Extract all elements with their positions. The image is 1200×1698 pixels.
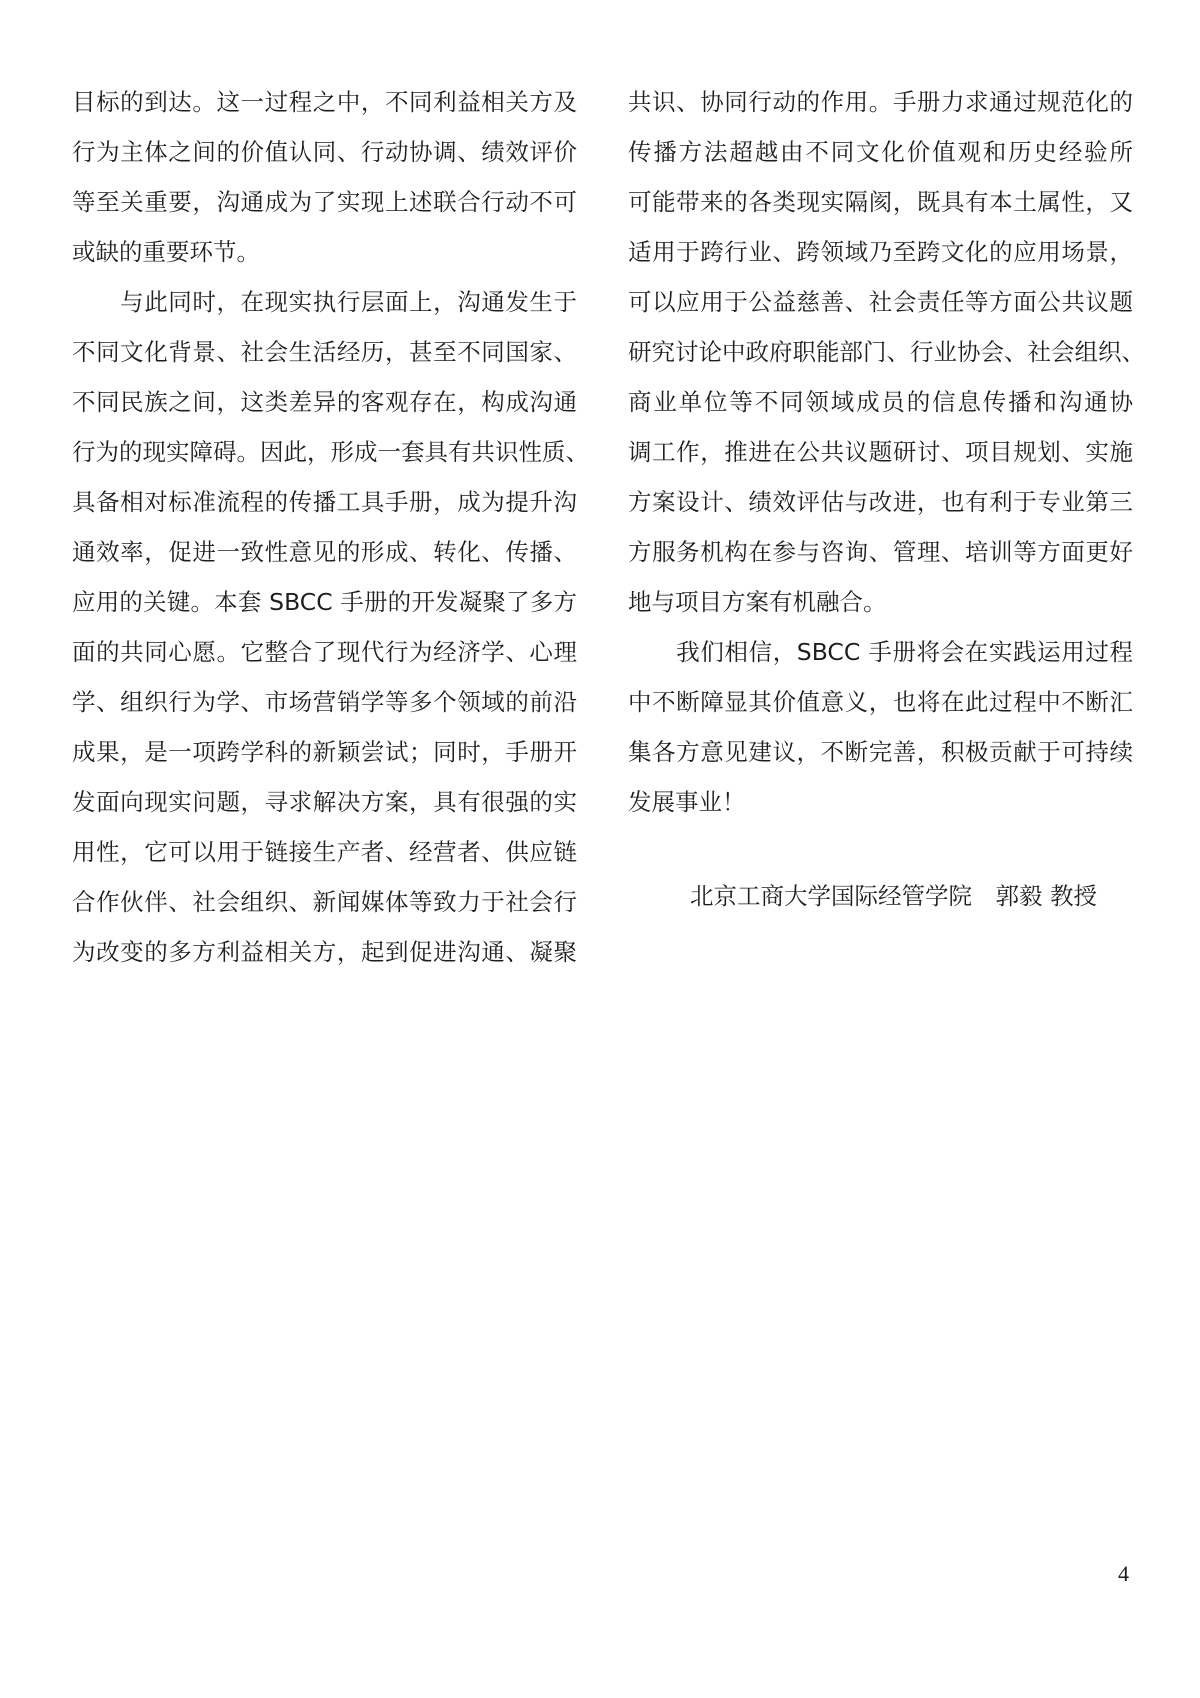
text-line: 传播方法超越由不同文化价值观和历史经验所 bbox=[628, 138, 1133, 166]
text-line: 调工作，推进在公共议题研讨、项目规划、实施 bbox=[628, 438, 1133, 466]
text-line: 面的共同心愿。它整合了现代行为经济学、心理 bbox=[72, 638, 577, 666]
text-line: 可以应用于公益慈善、社会责任等方面公共议题 bbox=[628, 288, 1133, 316]
text-line: 适用于跨行业、跨领域乃至跨文化的应用场景， bbox=[628, 238, 1133, 266]
text-line: 共识、协同行动的作用。手册力求通过规范化的 bbox=[628, 88, 1133, 116]
text-line: 具备相对标准流程的传播工具手册，成为提升沟 bbox=[72, 488, 577, 516]
text-line: 合作伙伴、社会组织、新闻媒体等致力于社会行 bbox=[72, 888, 577, 916]
text-line: 商业单位等不同领域成员的信息传播和沟通协 bbox=[628, 388, 1133, 416]
text-line: 地与项目方案有机融合。 bbox=[628, 588, 887, 616]
text-line: 通效率，促进一致性意见的形成、转化、传播、 bbox=[72, 538, 577, 566]
text-line: 方服务机构在参与咨询、管理、培训等方面更好 bbox=[628, 538, 1133, 566]
left-text-column bbox=[72, 77, 589, 977]
text-line: 等至关重要，沟通成为了实现上述联合行动不可 bbox=[72, 188, 577, 216]
text-line: 研究讨论中政府职能部门、行业协会、社会组织、 bbox=[628, 338, 1145, 366]
text-line: 与此同时，在现实执行层面上，沟通发生于 bbox=[72, 288, 577, 316]
text-line: 中不断障显其价值意义，也将在此过程中不断汇 bbox=[628, 688, 1133, 716]
text-line: 我们相信，SBCC 手册将会在实践运用过程 bbox=[628, 638, 1133, 666]
text-line: 发面向现实问题，寻求解决方案，具有很强的实 bbox=[72, 788, 577, 816]
text-line: 行为的现实障碍。因此，形成一套具有共识性质、 bbox=[72, 438, 589, 466]
page-number: 4 bbox=[1118, 1561, 1129, 1586]
text-line: 用性，它可以用于链接生产者、经营者、供应链 bbox=[72, 838, 577, 866]
text-line: 行为主体之间的价值认同、行动协调、绩效评价 bbox=[72, 138, 577, 166]
text-line: 方案设计、绩效评估与改进，也有利于专业第三 bbox=[628, 488, 1133, 516]
text-line: 应用的关键。本套 SBCC 手册的开发凝聚了多方 bbox=[72, 588, 577, 616]
text-line: 为改变的多方利益相关方，起到促进沟通、凝聚 bbox=[72, 938, 577, 966]
text-line: 发展事业！ bbox=[628, 788, 746, 816]
text-line: 可能带来的各类现实隔阂，既具有本土属性，又 bbox=[628, 188, 1133, 216]
text-line: 不同民族之间，这类差异的客观存在，构成沟通 bbox=[72, 388, 577, 416]
text-line: 集各方意见建议，不断完善，积极贡献于可持续 bbox=[628, 738, 1133, 766]
author-signature: 北京工商大学国际经管学院 郭毅 教授 bbox=[690, 882, 1097, 910]
right-text-column bbox=[628, 77, 1145, 827]
text-line: 或缺的重要环节。 bbox=[72, 238, 260, 266]
text-line: 成果，是一项跨学科的新颖尝试；同时，手册开 bbox=[72, 738, 577, 766]
text-line: 学、组织行为学、市场营销学等多个领域的前沿 bbox=[72, 688, 577, 716]
text-line: 目标的到达。这一过程之中，不同利益相关方及 bbox=[72, 88, 577, 116]
text-line: 不同文化背景、社会生活经历，甚至不同国家、 bbox=[72, 338, 577, 366]
